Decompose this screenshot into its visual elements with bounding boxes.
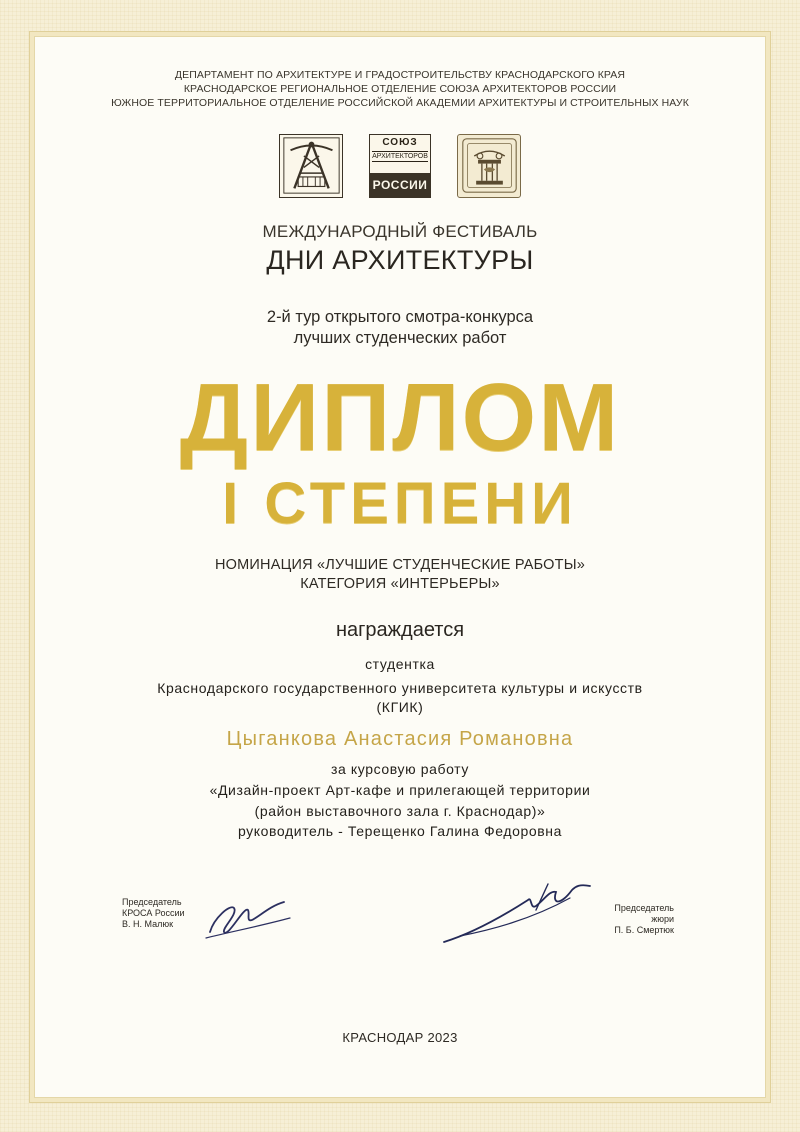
city-year: КРАСНОДАР 2023	[342, 1030, 458, 1045]
issuing-organizations	[0, 68, 800, 110]
category-line: КАТЕГОРИЯ «ИНТЕРЬЕРЫ»	[300, 576, 500, 592]
compass-emblem-icon	[281, 135, 342, 196]
signatory-name: П. Б. Смертюк	[614, 925, 674, 935]
union-of-architects-logo	[369, 134, 431, 198]
festival-subtitle: МЕЖДУНАРОДНЫЙ ФЕСТИВАЛЬ	[262, 222, 538, 241]
left-signatory	[122, 897, 185, 930]
university-block	[0, 679, 800, 717]
contest-round	[0, 307, 800, 349]
contest-round-line: 2-й тур открытого смотра-конкурса	[266, 308, 534, 326]
work-title-line: «Дизайн-проект Арт-кафе и прилегающей территории	[209, 782, 591, 798]
recipient-role: студентка	[365, 656, 435, 672]
organization-line: ЮЖНОЕ ТЕРРИТОРИАЛЬНОЕ ОТДЕЛЕНИЕ РОССИЙСКОЙ АКАДЕМИИ АРХИТЕКТУРЫ И СТРОИТЕЛЬНЫХ НАУК	[111, 97, 689, 109]
organization-line: ДЕПАРТАМЕНТ ПО АРХИТЕКТУРЕ И ГРАДОСТРОИТЕЛЬСТВУ КРАСНОДАРСКОГО КРАЯ	[174, 69, 626, 81]
signatory-title: Председатель	[122, 897, 182, 907]
union-logo-top: СОЮЗ	[382, 137, 418, 148]
signatory-title: Председатель	[614, 903, 674, 913]
left-signature-icon	[200, 888, 300, 948]
awarded-label: награждается	[335, 619, 465, 641]
work-intro: за курсовую работу	[331, 761, 469, 777]
supervisor-line: руководитель - Терещенко Галина Федоровна	[237, 823, 563, 839]
union-logo-bottom: РОССИИ	[370, 173, 430, 197]
work-title-line: (район выставочного зала г. Краснодар)»	[254, 803, 546, 819]
right-signature-icon	[440, 880, 600, 950]
logos-row	[0, 134, 800, 198]
university-abbreviation: (КГИК)	[376, 699, 424, 715]
organization-line: КРАСНОДАРСКОЕ РЕГИОНАЛЬНОЕ ОТДЕЛЕНИЕ СОЮЗА АРХИТЕКТОРОВ РОССИИ	[183, 83, 617, 95]
university-name: Краснодарского государственного университета культуры и искусств	[157, 680, 643, 696]
right-signatory	[588, 903, 674, 936]
nomination-block	[0, 556, 800, 594]
diploma-title: ДИПЛОМ	[179, 364, 621, 471]
contest-round-line: лучших студенческих работ	[293, 329, 507, 347]
academy-seal-logo	[457, 134, 521, 198]
signatory-organization: жюри	[651, 914, 674, 924]
academy-seal-icon	[459, 135, 520, 196]
signatory-organization: КРОСА России	[122, 908, 185, 918]
architecture-emblem-logo	[279, 134, 343, 198]
work-block	[0, 759, 800, 822]
festival-title: ДНИ АРХИТЕКТУРЫ	[266, 245, 534, 275]
signatory-name: В. Н. Малюк	[122, 919, 174, 929]
recipient-name: Цыганкова Анастасия Романовна	[226, 728, 574, 750]
union-logo-middle: АРХИТЕКТОРОВ	[372, 153, 428, 160]
nomination-line: НОМИНАЦИЯ «ЛУЧШИЕ СТУДЕНЧЕСКИЕ РАБОТЫ»	[214, 557, 585, 573]
diploma-degree: I СТЕПЕНИ	[222, 471, 578, 536]
